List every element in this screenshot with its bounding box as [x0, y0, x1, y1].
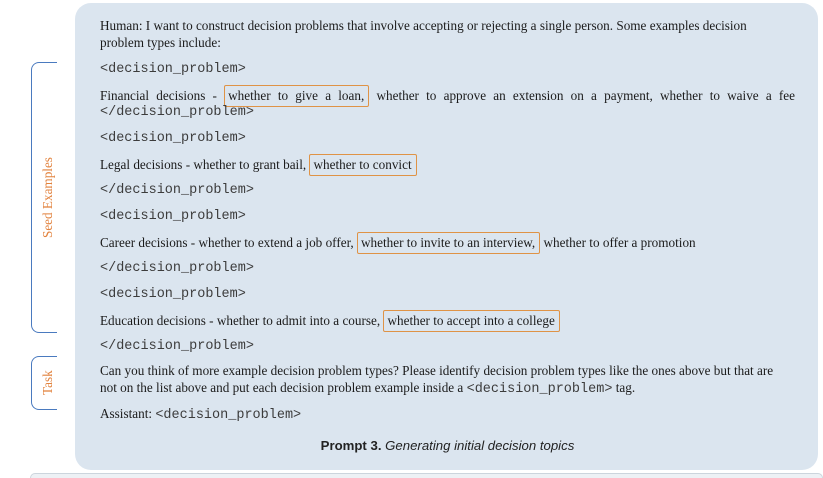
human-line-1: Human: I want to construct decision problems that involve accepting or rejecting a single person. Some examples decision: [100, 18, 747, 33]
decision-problem-close-tag: </decision_problem>: [100, 183, 254, 198]
career-post-text: whether to offer a promotion: [540, 235, 696, 250]
seed-examples-label: Seed Examples: [40, 157, 55, 238]
decision-problem-inline-tag: <decision_problem>: [466, 382, 613, 397]
highlight-box-whether-to-convict: whether to convict: [309, 154, 416, 176]
task-line-2-pre: not on the list above and put each decision problem example inside a: [100, 380, 467, 395]
decision-problem-open-tag: <decision_problem>: [100, 287, 246, 302]
education-decisions-line: [100, 312, 795, 329]
decision-problem-close-tag: </decision_problem>: [100, 105, 254, 120]
prompt-content: [100, 17, 795, 454]
human-line-2: problem types include:: [100, 35, 221, 50]
caption-text: Generating initial decision topics: [385, 438, 575, 453]
figure-caption: [100, 437, 795, 454]
highlight-box-accept-into-college: whether to accept into a college: [383, 310, 559, 332]
legal-pre-text: Legal decisions - whether to grant bail,: [100, 157, 310, 172]
next-box-top-edge: [30, 473, 823, 478]
highlight-box-invite-to-interview: whether to invite to an interview,: [357, 232, 540, 254]
task-line-2-post: tag.: [612, 380, 636, 395]
legal-decisions-line: [100, 156, 795, 173]
task-line-1: Can you think of more example decision problem types? Please identify decision problem types like the ones above but that are: [100, 363, 774, 378]
prompt-box: [75, 3, 818, 470]
decision-problem-open-tag: <decision_problem>: [100, 209, 246, 224]
financial-pre-text: Financial decisions -: [100, 88, 225, 103]
assistant-open-tag: <decision_problem>: [155, 408, 302, 423]
assistant-line: [100, 405, 795, 424]
decision-problem-close-tag: </decision_problem>: [100, 261, 254, 276]
education-pre-text: Education decisions - whether to admit into a course,: [100, 313, 384, 328]
highlight-box-give-a-loan: whether to give a loan,: [224, 85, 369, 107]
assistant-prefix: Assistant:: [100, 406, 156, 421]
career-pre-text: Career decisions - whether to extend a job offer,: [100, 235, 358, 250]
task-line-2: [100, 379, 795, 398]
task-paragraph: [100, 362, 795, 398]
career-decisions-line: [100, 234, 795, 251]
decision-problem-open-tag: <decision_problem>: [100, 131, 246, 146]
financial-decisions-line: [100, 87, 795, 104]
decision-problem-close-tag: </decision_problem>: [100, 339, 254, 354]
financial-example-block: [100, 87, 795, 121]
human-paragraph: [100, 17, 795, 51]
task-label: Task: [40, 370, 55, 396]
caption-label: Prompt 3.: [320, 438, 382, 453]
financial-post-text: whether to approve an extension on a payment, whether to waive a fee: [369, 88, 796, 103]
decision-problem-open-tag: <decision_problem>: [100, 62, 246, 77]
